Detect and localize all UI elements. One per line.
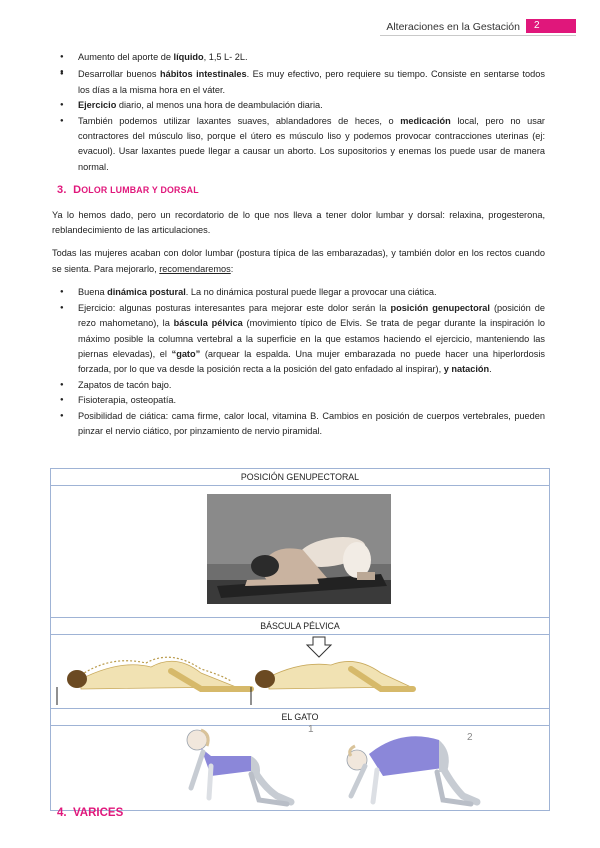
gato-label-1: 1	[308, 724, 314, 735]
gato-label-2: 2	[467, 732, 473, 743]
paragraph-recap: Ya lo hemos dado, pero un recordatorio de lo que nos lleva a tener dolor lumbar y dorsal: relaxina, progesterona, reblandecimiento de las articulaciones.	[52, 209, 545, 236]
page-header	[0, 18, 600, 38]
bascula-figure-1	[67, 657, 251, 689]
list-item: ● Fisioterapia, osteopatía.	[52, 393, 545, 408]
exercise-figure-table	[50, 468, 550, 811]
bascula-caption: BÁSCULA PÉLVICA	[51, 618, 549, 635]
header-title: Alteraciones en la Gestación	[386, 21, 520, 33]
list-item: ● Aumento del aporte de líquido, 1,5 L- 2L.	[52, 50, 545, 65]
list-item: ● Ejercicio diario, al menos una hora de deambulación diaria.	[52, 98, 545, 113]
genupectoral-cell	[51, 486, 549, 618]
paragraph-recommendations: Todas las mujeres acaban con dolor lumbar (postura típica de las embarazadas), y también dolor en los rectos cuando se sienta. Para mejorarlo, recomendaremos:	[52, 248, 545, 274]
section-3-heading: 3. DOLOR LUMBAR Y DORSAL	[57, 184, 199, 197]
gato-illustration	[51, 726, 549, 810]
list-item: ● Buena dinámica postural. La no dinámica postural puede llegar a provocar una ciática.	[52, 285, 545, 300]
gato-figure-1	[187, 730, 291, 804]
gato-caption: EL GATO	[51, 709, 549, 726]
main-content	[52, 50, 545, 439]
list-item: ● También podemos utilizar laxantes suaves, ablandadores de heces, o medicación local, pero no usar contractores del músculo liso, porque el útero es músculo liso y podemos provocar contracciones uterinas (ej: evacuol). Usar laxantes puede llegar a causar un aborto. Los supositorios y enemas los puede usar de manera normal.	[52, 114, 545, 176]
list-item: ● Posibilidad de ciática: cama firme, calor local, vitamina B. Cambios en posición de cuerpos vertebrales, pueden pinzar el nervio ciático, por pinzamiento de nervio piramidal.	[52, 409, 545, 440]
section-4-heading: 4. VARICES	[57, 807, 124, 819]
genupectoral-photo	[207, 494, 391, 604]
gato-figure-2	[347, 736, 477, 804]
bullet-list-top	[52, 50, 545, 175]
bascula-cell	[51, 635, 549, 709]
bascula-figure-2	[255, 661, 413, 689]
list-item: ● Desarrollar buenos hábitos intestinales. Es muy efectivo, pero requiere su tiempo. Consiste en sentarse todos los días a la misma hora en el váter.	[52, 67, 545, 98]
gato-cell	[51, 726, 549, 810]
header-rule	[380, 35, 576, 36]
page-number-badge: 2	[526, 19, 576, 33]
bascula-illustration	[51, 635, 549, 709]
bullet-list-recommendations	[52, 285, 545, 439]
down-arrow-icon	[307, 637, 331, 657]
list-item: ● Ejercicio: algunas posturas interesantes para mejorar este dolor serán la posición genupectoral (posición de rezo mahometano), la báscula pélvica (movimiento típico de Elvis. Se trata de pegar durante la inspiración lo máximo posible la columna vertebral a la superficie en la que estamos haciendo el ejercicio, manteniendo las piernas elevadas), el “gato” (arquear la espalda. Una mujer embarazada no puede hacer una hiperlordosis forzada, por lo que va desde la posición recta a la posición del gato enfadado al inspirar), y natación.	[52, 301, 545, 378]
genupectoral-caption: POSICIÓN GENUPECTORAL	[51, 469, 549, 486]
list-item: ● Zapatos de tacón bajo.	[52, 378, 545, 393]
